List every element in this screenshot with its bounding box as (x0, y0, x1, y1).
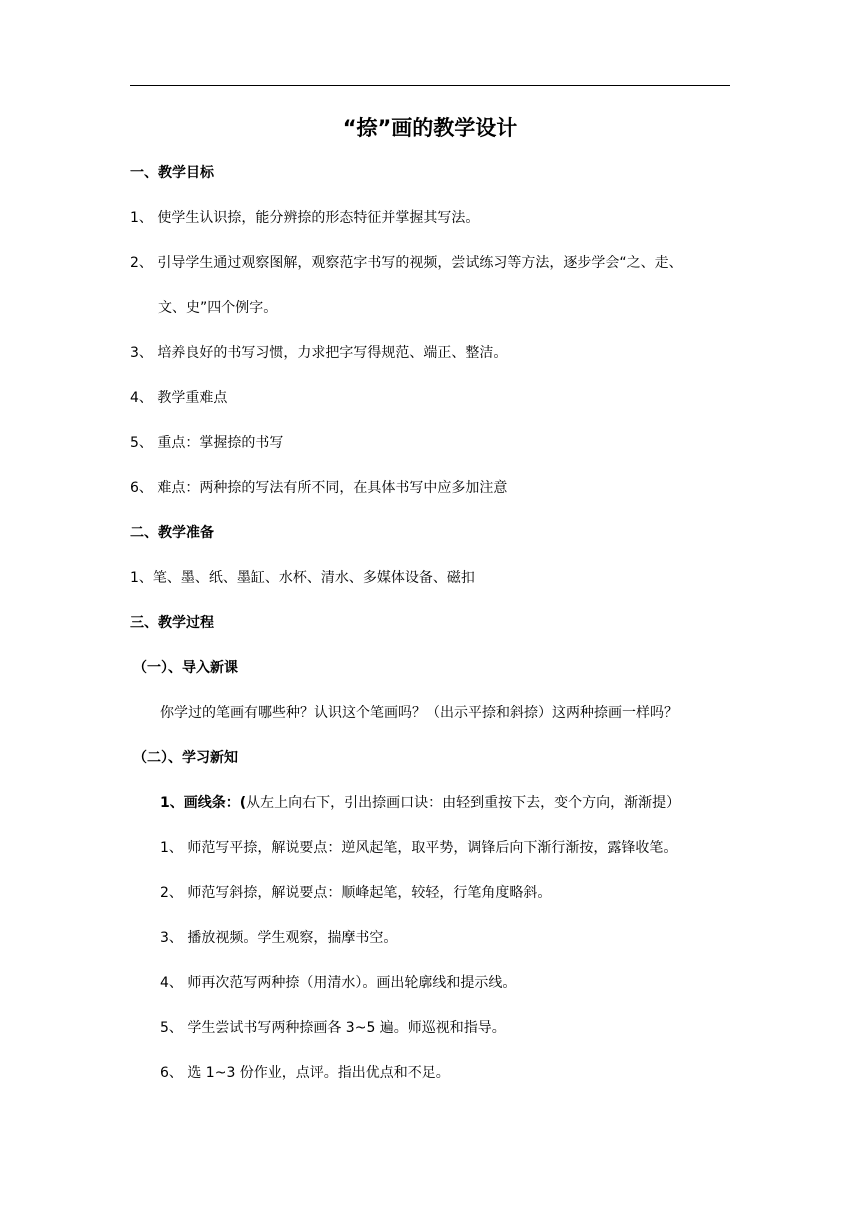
process-item: 4、 师再次范写两种捺（用清水）。画出轮廓线和提示线。 (160, 975, 517, 991)
intro-paragraph: 你学过的笔画有哪些种？认识这个笔画吗？（出示平捺和斜捺）这两种捺画一样吗？ (160, 705, 678, 721)
process-item: 2、 师范写斜捺，解说要点：顺峰起笔，较轻，行笔角度略斜。 (160, 885, 552, 901)
objective-item: 4、 教学重难点 (130, 390, 228, 406)
step-label: 1、画线条：( (160, 795, 247, 811)
objective-item: 5、 重点：掌握捺的书写 (130, 435, 284, 451)
objective-item: 3、 培养良好的书写习惯，力求把字写得规范、端正、整洁。 (130, 345, 508, 361)
subsection-heading-new-knowledge: （二）、学习新知 (133, 750, 238, 766)
process-item: 1、 师范写平捺，解说要点：逆风起笔，取平势，调锋后向下渐行渐按，露锋收笔。 (160, 840, 678, 856)
section-heading-process: 三、教学过程 (130, 615, 214, 631)
process-item: 5、 学生尝试书写两种捺画各 3~5 遍。师巡视和指导。 (160, 1020, 506, 1036)
preparation-item: 1、笔、墨、纸、墨缸、水杯、清水、多媒体设备、磁扣 (130, 570, 475, 586)
objective-item: 1、 使学生认识捺，能分辨捺的形态特征并掌握其写法。 (130, 210, 480, 226)
step-line (160, 792, 680, 814)
objective-item: 2、 引导学生通过观察图解，观察范字书写的视频，尝试练习等方法，逐步学会“之、走、 (130, 255, 683, 271)
step-text: 从左上向右下，引出捺画口诀：由轻到重按下去，变个方向，渐渐提） (246, 795, 681, 811)
subsection-heading-intro: （一）、导入新课 (133, 660, 238, 676)
objective-item: 6、 难点：两种捺的写法有所不同，在具体书写中应多加注意 (130, 480, 508, 496)
process-item: 3、 播放视频。学生观察，揣摩书空。 (160, 930, 398, 946)
section-heading-objectives: 一、教学目标 (130, 165, 214, 181)
objective-item-continued: 文、史”四个例字。 (158, 300, 278, 316)
header-rule (130, 85, 730, 86)
document-title: “捺”画的教学设计 (342, 116, 518, 140)
process-item: 6、 选 1~3 份作业，点评。指出优点和不足。 (160, 1065, 450, 1081)
section-heading-preparation: 二、教学准备 (130, 525, 214, 541)
